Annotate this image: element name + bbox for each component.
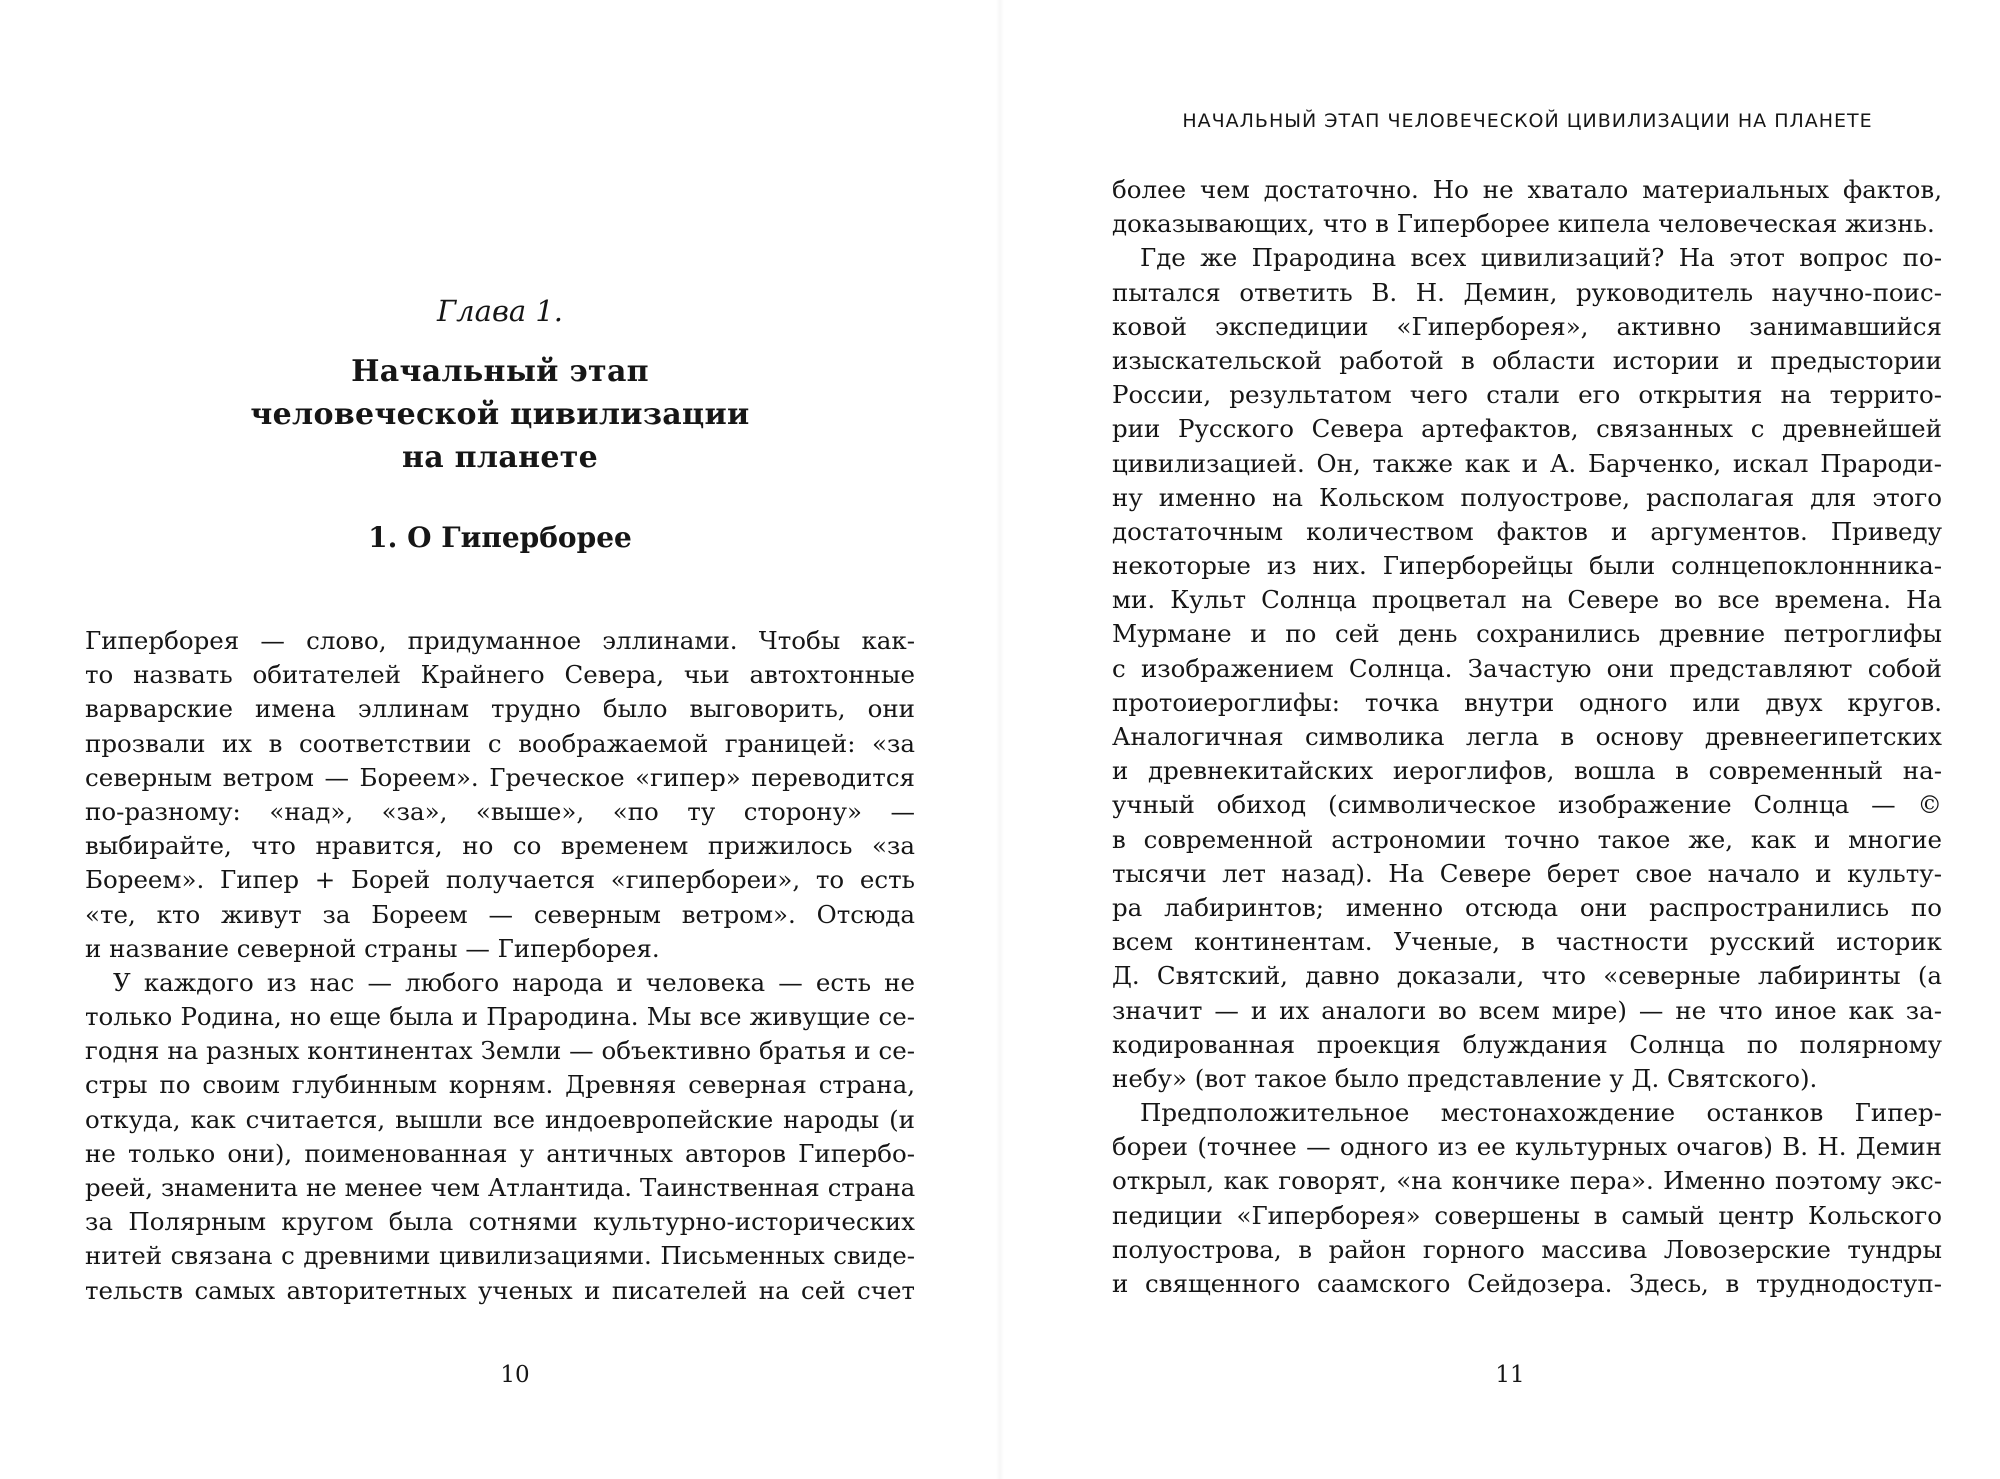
text-line: Бореем». Гипер + Борей получается «гипербореи», то есть xyxy=(85,865,915,895)
text-line: Где же Прародина всех цивилизаций? На этот вопрос по- xyxy=(1140,243,1942,273)
chapter-label: Глава 1. xyxy=(436,294,563,328)
text-line: откуда, как считается, вышли все индоевропейские народы (и xyxy=(85,1104,915,1134)
text-line: достаточным количеством фактов и аргументов. Приведу xyxy=(1112,516,1942,546)
text-line: педиции «Гиперборея» совершены в самый центр Кольского xyxy=(1112,1200,1942,1230)
text-line: выбирайте, что нравится, но со временем прижилось «за xyxy=(85,831,915,861)
text-line: ну именно на Кольском полуострове, располагая для этого xyxy=(1112,482,1942,512)
text-line: варварские имена эллинам трудно было выговорить, они xyxy=(85,694,915,724)
text-line: ковой экспедиции «Гиперборея», активно занимавшийся xyxy=(1112,311,1942,341)
text-line: ра лабиринтов; именно отсюда они распространились по xyxy=(1112,892,1942,922)
text-line: бореи (точнее — одного из ее культурных очагов) В. Н. Демин xyxy=(1112,1132,1942,1162)
text-line: только Родина, но еще была и Прародина. Мы все живущие се- xyxy=(85,1002,915,1032)
text-line: учный обиход (символическое изображение Солнца — © xyxy=(1112,790,1942,820)
text-line: и древнекитайских иероглифов, вошла в современный на- xyxy=(1112,756,1942,786)
page-number: 11 xyxy=(1495,1362,1525,1388)
text-line: полуострова, в район горного массива Ловозерские тундры xyxy=(1112,1234,1942,1264)
text-line: всем континентам. Ученые, в частности русский историк xyxy=(1112,927,1942,957)
chapter-title: Начальный этап человеческой цивилизации на планете xyxy=(250,354,750,475)
text-line: значит — и их аналоги во всем мире) — не что иное как за- xyxy=(1112,995,1942,1025)
text-line: рии Русского Севера артефактов, связанных с древнейшей xyxy=(1112,414,1942,444)
text-line: небу» (вот такое было представление у Д. Святского). xyxy=(1112,1063,1818,1093)
text-line: тельств самых авторитетных ученых и писателей на сей счет xyxy=(85,1275,915,1305)
text-line: доказывающих, что в Гиперборее кипела человеческая жизнь. xyxy=(1112,209,1935,239)
text-line: тысячи лет назад). На Севере берет свое начало и культу- xyxy=(1112,858,1942,888)
text-line: и название северной страны — Гиперборея. xyxy=(85,933,660,963)
running-head: НАЧАЛЬНЫЙ ЭТАП ЧЕЛОВЕЧЕСКОЙ ЦИВИЛИЗАЦИИ НА ПЛАНЕТЕ xyxy=(1182,110,1873,132)
text-line: по-разному: «над», «за», «выше», «по ту сторону» — xyxy=(85,796,915,826)
text-line: в современной астрономии точно такое же, как и многие xyxy=(1112,824,1942,854)
text-line: некоторые из них. Гиперборейцы были солнцепоклоннника- xyxy=(1112,551,1942,581)
text-line: России, результатом чего стали его открытия на террито- xyxy=(1112,380,1942,410)
text-line: за Полярным кругом была сотнями культурно-исторических xyxy=(85,1207,915,1237)
text-line: северным ветром — Бореем». Греческое «гипер» переводится xyxy=(85,762,915,792)
text-line: более чем достаточно. Но не хватало материальных фактов, xyxy=(1112,175,1942,204)
text-line: стры по своим глубинным корням. Древняя северная страна, xyxy=(85,1070,915,1100)
text-line: и священного саамского Сейдозера. Здесь, в труднодоступ- xyxy=(1112,1269,1942,1298)
text-line: кодированная проекция блуждания Солнца по полярному xyxy=(1112,1029,1942,1059)
text-line: пытался ответить В. Н. Демин, руководитель научно-поис- xyxy=(1112,277,1942,307)
text-line: нитей связана с древними цивилизациями. Письменных свиде- xyxy=(85,1241,915,1271)
text-line: протоиероглифы: точка внутри одного или двух кругов. xyxy=(1112,687,1942,717)
text-line: Д. Святский, давно доказали, что «северные лабиринты (а xyxy=(1112,961,1942,991)
text-line: прозвали их в соответствии с воображаемой границей: «за xyxy=(85,728,915,758)
text-line: цивилизацией. Он, также как и А. Барченко, искал Прароди- xyxy=(1112,448,1942,478)
section-title: 1. О Гиперборее xyxy=(368,521,632,554)
text-line: Аналогичная символика легла в основу древнеегипетских xyxy=(1112,722,1942,751)
text-line: изыскательской работой в области истории и предыстории xyxy=(1112,345,1942,375)
right-body-text xyxy=(1112,173,1942,1301)
text-line: открыл, как говорят, «на кончике пера». Именно поэтому экс- xyxy=(1112,1166,1942,1196)
page-number: 10 xyxy=(500,1362,530,1388)
text-line: не только они), поименованная у античных авторов Гипербо- xyxy=(85,1138,915,1168)
text-line: Гиперборея — слово, придуманное эллинами. Чтобы как- xyxy=(85,626,915,655)
left-body-text xyxy=(85,624,915,1308)
text-line: «те, кто живут за Бореем — северным ветром». Отсюда xyxy=(85,899,915,929)
right-page xyxy=(1000,0,2000,1479)
text-line: реей, знаменита не менее чем Атлантида. Таинственная страна xyxy=(85,1173,915,1202)
text-line: то назвать обитателей Крайнего Севера, чьи автохтонные xyxy=(85,660,915,690)
text-line: ми. Культ Солнца процветал на Севере во все времена. На xyxy=(1112,585,1942,615)
text-line: Мурмане и по сей день сохранились древние петроглифы xyxy=(1112,619,1942,649)
text-line: годня на разных континентах Земли — объективно братья и се- xyxy=(85,1036,915,1066)
text-line: Предположительное местонахождение останков Гипер- xyxy=(1140,1098,1942,1128)
text-line: с изображением Солнца. Зачастую они представляют собой xyxy=(1112,653,1942,683)
text-line: У каждого из нас — любого народа и человека — есть не xyxy=(113,967,915,997)
